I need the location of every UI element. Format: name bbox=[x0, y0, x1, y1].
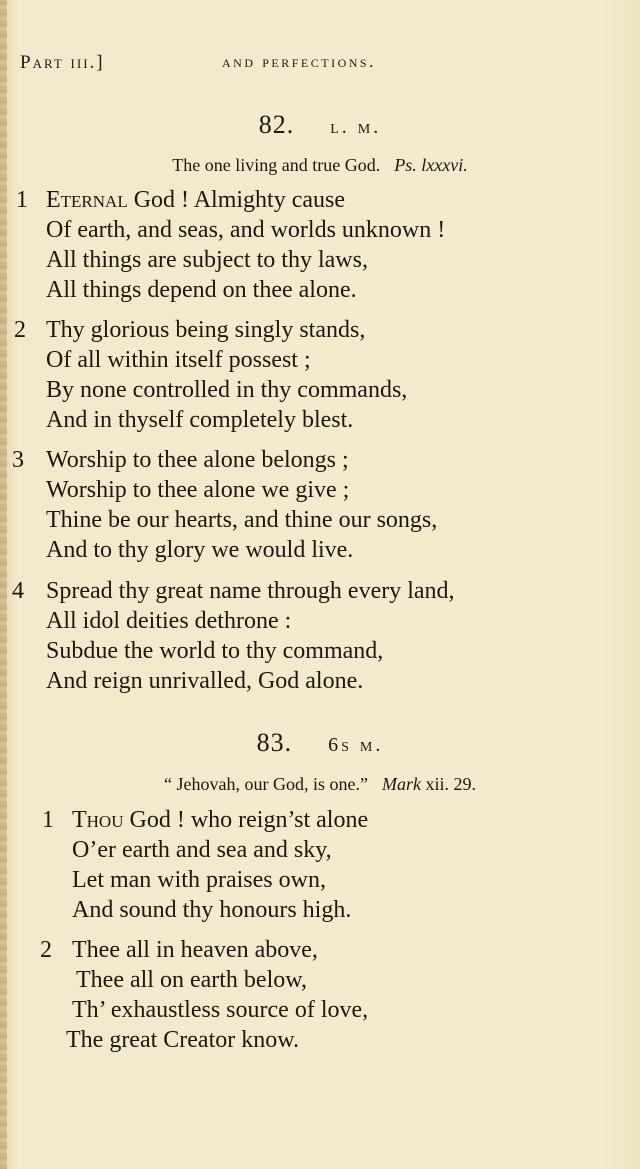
verse-line: All things are subject to thy laws, bbox=[46, 247, 368, 273]
subtitle-text: The one living and true God. bbox=[172, 155, 381, 175]
verse-number: 2 bbox=[14, 317, 26, 343]
subtitle-text: “ Jehovah, our God, is one.” bbox=[164, 774, 368, 794]
verse-line: O’er earth and sea and sky, bbox=[72, 837, 332, 863]
verse-line: And sound thy honours high. bbox=[72, 897, 352, 923]
hymn-meter: 6s m. bbox=[328, 734, 384, 756]
first-line-rest: God ! who reign’st alone bbox=[123, 807, 369, 833]
verse-line: Th’ exhaustless source of love, bbox=[72, 997, 369, 1023]
verse-line: All things depend on thee alone. bbox=[46, 277, 357, 303]
part-label: Part iii.] bbox=[20, 52, 105, 73]
verse-line: Thee all in heaven above, bbox=[72, 937, 318, 963]
scripture-reference: Ps. lxxxvi. bbox=[394, 155, 468, 175]
verse-number: 4 bbox=[12, 578, 24, 604]
verse-line: The great Creator know. bbox=[66, 1027, 300, 1053]
verse-number: 1 bbox=[42, 807, 54, 833]
verse-line: All idol deities dethrone : bbox=[46, 608, 292, 634]
verse-line: Of earth, and seas, and worlds unknown ! bbox=[46, 217, 446, 243]
verse-number: 3 bbox=[12, 447, 24, 473]
scripture-reference: Mark bbox=[381, 774, 421, 794]
hymn-meter: l. m. bbox=[330, 116, 382, 138]
verse-line: By none controlled in thy commands, bbox=[46, 377, 408, 403]
verse-number: 2 bbox=[40, 937, 52, 963]
verse-line: And in thyself completely blest. bbox=[46, 407, 354, 433]
hymn-number: 82. bbox=[258, 110, 295, 139]
verse-line bbox=[46, 187, 345, 214]
verse-line: Let man with praises own, bbox=[72, 867, 326, 893]
running-title: and perfections. bbox=[222, 52, 376, 71]
verse-line: Worship to thee alone we give ; bbox=[46, 477, 350, 503]
hymn-subtitle bbox=[0, 155, 640, 176]
hymn-title bbox=[0, 728, 640, 758]
verse-line: Worship to thee alone belongs ; bbox=[46, 447, 349, 473]
scripture-reference-rest: xii. 29. bbox=[425, 774, 476, 794]
verse-line: And reign unrivalled, God alone. bbox=[46, 668, 364, 694]
first-word: Thou bbox=[72, 807, 124, 833]
verse-line: Spread thy great name through every land, bbox=[46, 578, 455, 604]
hymn-number: 83. bbox=[256, 728, 293, 757]
verse-line: Thine be our hearts, and thine our songs, bbox=[46, 507, 438, 533]
verse-line: Subdue the world to thy command, bbox=[46, 638, 384, 664]
verse-number: 1 bbox=[16, 187, 28, 213]
verse-line: Thy glorious being singly stands, bbox=[46, 317, 366, 343]
first-line-rest: God ! Almighty cause bbox=[127, 187, 346, 213]
verse-line: Thee all on earth below, bbox=[76, 967, 308, 993]
verse-line: And to thy glory we would live. bbox=[46, 537, 354, 563]
verse-line bbox=[72, 807, 368, 834]
hymn-subtitle bbox=[0, 774, 640, 795]
running-header bbox=[20, 52, 620, 82]
hymn-title bbox=[0, 110, 640, 140]
verse-line: Of all within itself possest ; bbox=[46, 347, 311, 373]
first-word: Eternal bbox=[46, 187, 128, 213]
